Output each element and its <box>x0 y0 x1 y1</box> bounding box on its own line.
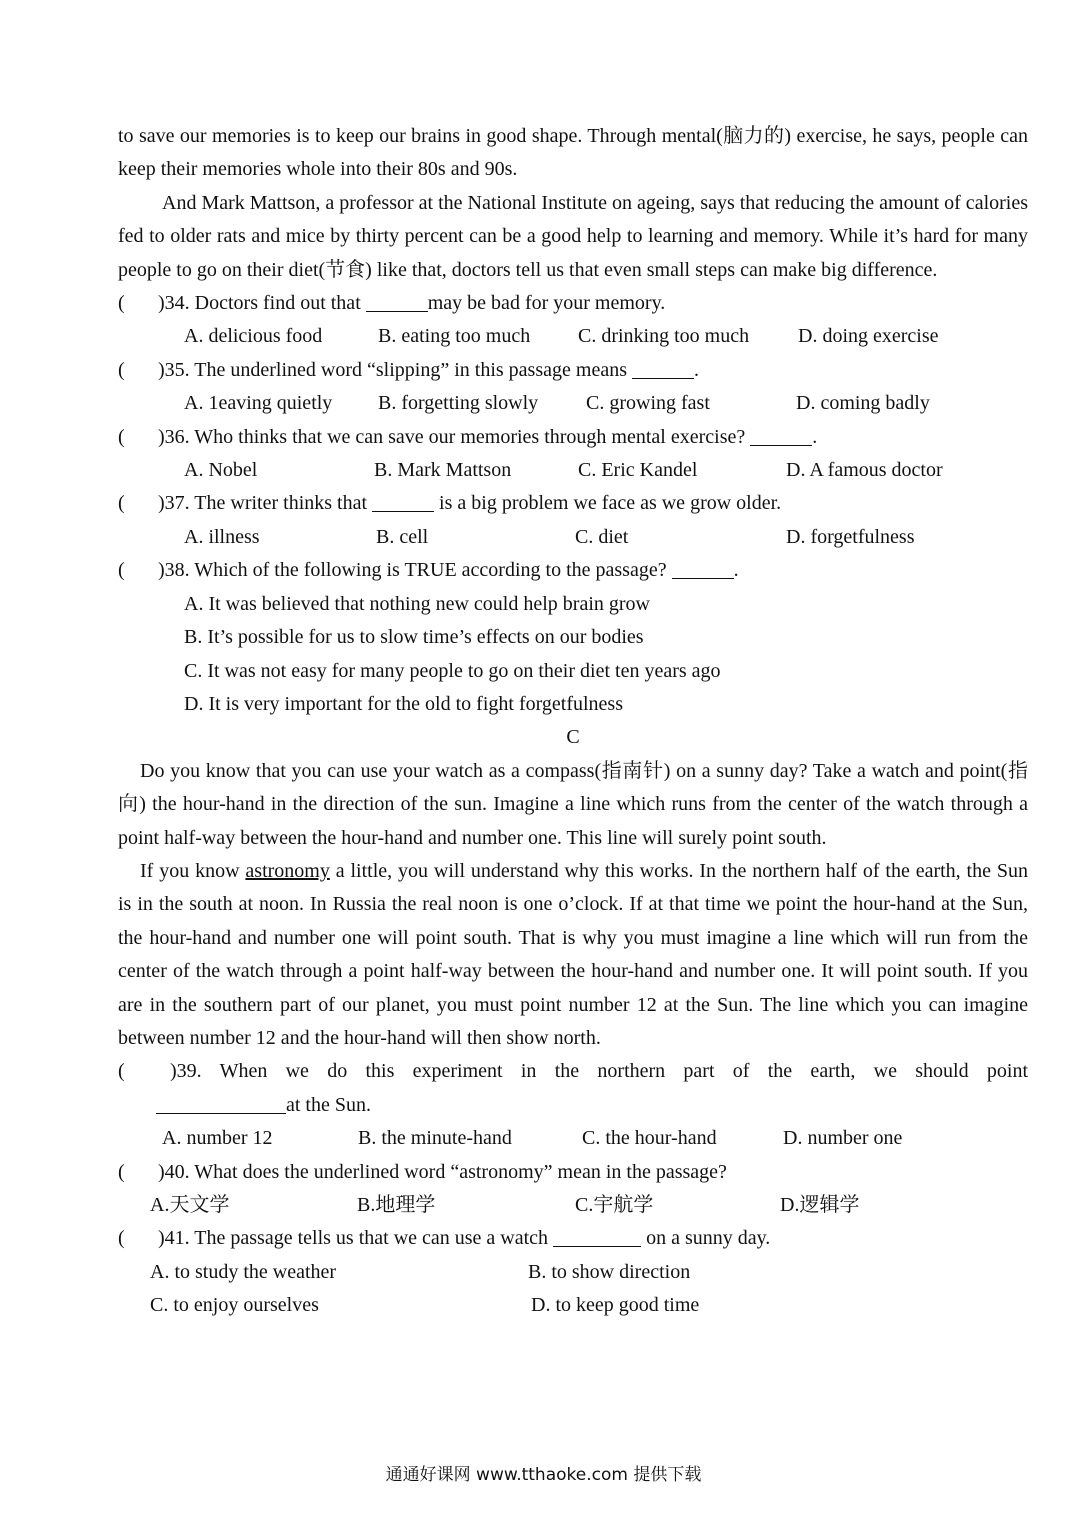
option-d[interactable]: D. coming badly <box>796 392 930 415</box>
question-stem: )40. What does the underlined word “astronomy” mean in the passage? <box>158 1160 727 1183</box>
passage-b-paragraph-1: to save our memories is to keep our brains in good shape. Through mental(脑力的) exercise, he says, people can keep their memories whole into their 80s and 90s. <box>118 125 1028 181</box>
question-35-options <box>118 387 1028 420</box>
question-stem: )36. Who thinks that we can save our memories through mental exercise? . <box>158 425 818 448</box>
option-d[interactable]: D. It is very important for the old to fight forgetfulness <box>184 692 623 715</box>
answer-paren[interactable]: ( <box>118 358 125 381</box>
underlined-word: astronomy <box>245 859 330 882</box>
answer-blank <box>672 558 734 579</box>
question-stem: )37. The writer thinks that is a big problem we face as we grow older. <box>158 492 782 515</box>
option-c[interactable]: C. to enjoy ourselves <box>150 1294 319 1317</box>
option-b[interactable]: B. to show direction <box>528 1260 691 1283</box>
option-b[interactable]: B. the minute-hand <box>358 1127 512 1150</box>
passage-c-paragraph-2: If you know astronomy a little, you will understand why this works. In the northern half of the earth, the Sun is in the south at noon. In Russia the real noon is one o’clock. If at that time we point the hour-hand at the Sun, the hour-hand and number one will point south. That is why you must imagine a line which will run from the center of the watch through a point half-way between the hour-hand and number one. It will point south. If you are in the southern part of our planet, you must point number 12 at the Sun. The line which you can imagine between number 12 and the hour-hand will then show north. <box>118 859 1028 1049</box>
answer-paren[interactable]: ( <box>118 492 125 515</box>
question-36 <box>118 421 1028 454</box>
question-stem: )34. Doctors find out that may be bad for your memory. <box>158 292 666 315</box>
option-d[interactable]: D.逻辑学 <box>780 1194 860 1216</box>
answer-blank <box>632 358 694 379</box>
question-34 <box>118 287 1028 320</box>
section-heading: C <box>566 726 580 749</box>
question-stem: )41. The passage tells us that we can use a watch on a sunny day. <box>158 1227 771 1250</box>
question-37-options <box>118 521 1028 554</box>
question-38 <box>118 554 1028 587</box>
option-c[interactable]: C. the hour-hand <box>582 1127 717 1150</box>
answer-paren[interactable]: ( <box>118 292 125 315</box>
option-a[interactable]: A. illness <box>184 525 260 548</box>
answer-paren[interactable]: ( <box>118 425 125 448</box>
option-a[interactable]: A. to study the weather <box>150 1260 337 1283</box>
option-a[interactable]: A. It was believed that nothing new could help brain grow <box>184 592 650 615</box>
option-a[interactable]: A. 1eaving quietly <box>184 392 333 415</box>
passage-c-paragraph-1: Do you know that you can use your watch as a compass(指南针) on a sunny day? Take a watch and point(指向) the hour-hand in the direction of the sun. Imagine a line which runs from the center of the watch through a point half-way between the hour-hand and number one. This line will surely point south. <box>118 759 1028 849</box>
option-a[interactable]: A. number 12 <box>162 1127 273 1150</box>
option-a[interactable]: A. Nobel <box>184 459 258 482</box>
option-b[interactable]: B. It’s possible for us to slow time’s effects on our bodies <box>184 626 644 649</box>
answer-blank <box>372 491 434 512</box>
question-39 <box>118 1055 1028 1088</box>
answer-blank <box>553 1226 641 1247</box>
option-b[interactable]: B. cell <box>376 525 429 548</box>
option-d[interactable]: D. A famous doctor <box>786 459 943 482</box>
answer-paren[interactable]: ( <box>118 559 125 582</box>
question-34-options <box>118 320 1028 353</box>
option-c[interactable]: C.宇航学 <box>575 1194 654 1216</box>
option-c[interactable]: C. drinking too much <box>578 325 750 348</box>
answer-paren[interactable]: ( <box>118 1227 125 1250</box>
question-39-stem-line-2: at the Sun. <box>118 1089 1028 1122</box>
option-c[interactable]: C. Eric Kandel <box>578 459 698 482</box>
option-d[interactable]: D. number one <box>783 1127 903 1150</box>
question-stem: )38. Which of the following is TRUE according to the passage? . <box>158 559 739 582</box>
answer-paren[interactable]: ( <box>118 1060 125 1083</box>
option-d[interactable]: D. forgetfulness <box>786 525 915 548</box>
answer-blank <box>750 425 812 446</box>
answer-blank <box>366 291 428 312</box>
question-40 <box>118 1156 1028 1189</box>
question-40-options <box>118 1189 1028 1222</box>
option-c[interactable]: C. growing fast <box>586 392 710 415</box>
question-stem: )39. When we do this experiment in the northern part of the earth, we should point <box>170 1060 1028 1083</box>
option-b[interactable]: B.地理学 <box>357 1194 436 1216</box>
passage-b-paragraph-2: And Mark Mattson, a professor at the National Institute on ageing, says that reducing the amount of calories fed to older rats and mice by thirty percent can be a good help to learning and memory. While it’s hard for many people to go on their diet(节食) like that, doctors tell us that even small steps can make big difference. <box>118 191 1028 281</box>
question-41 <box>118 1222 1028 1255</box>
question-41-options-row-1 <box>118 1256 1028 1289</box>
option-b[interactable]: B. eating too much <box>378 325 531 348</box>
exam-page <box>118 120 1028 1323</box>
option-a[interactable]: A. delicious food <box>184 325 323 348</box>
option-d[interactable]: D. to keep good time <box>531 1294 700 1317</box>
option-c[interactable]: C. It was not easy for many people to go on their diet ten years ago <box>184 659 721 682</box>
option-c[interactable]: C. diet <box>575 525 629 548</box>
option-d[interactable]: D. doing exercise <box>798 325 939 348</box>
question-35 <box>118 354 1028 387</box>
option-b[interactable]: B. forgetting slowly <box>378 392 539 415</box>
question-stem: )35. The underlined word “slipping” in this passage means . <box>158 358 699 381</box>
option-a[interactable]: A.天文学 <box>150 1194 230 1216</box>
option-b[interactable]: B. Mark Mattson <box>374 459 512 482</box>
question-37 <box>118 487 1028 520</box>
question-39-options <box>118 1122 1028 1155</box>
answer-paren[interactable]: ( <box>118 1160 125 1183</box>
page-footer: 通通好课网 www.tthaoke.com 提供下载 <box>385 1465 702 1485</box>
question-36-options <box>118 454 1028 487</box>
answer-blank <box>156 1093 286 1114</box>
question-41-options-row-2 <box>118 1289 1028 1322</box>
